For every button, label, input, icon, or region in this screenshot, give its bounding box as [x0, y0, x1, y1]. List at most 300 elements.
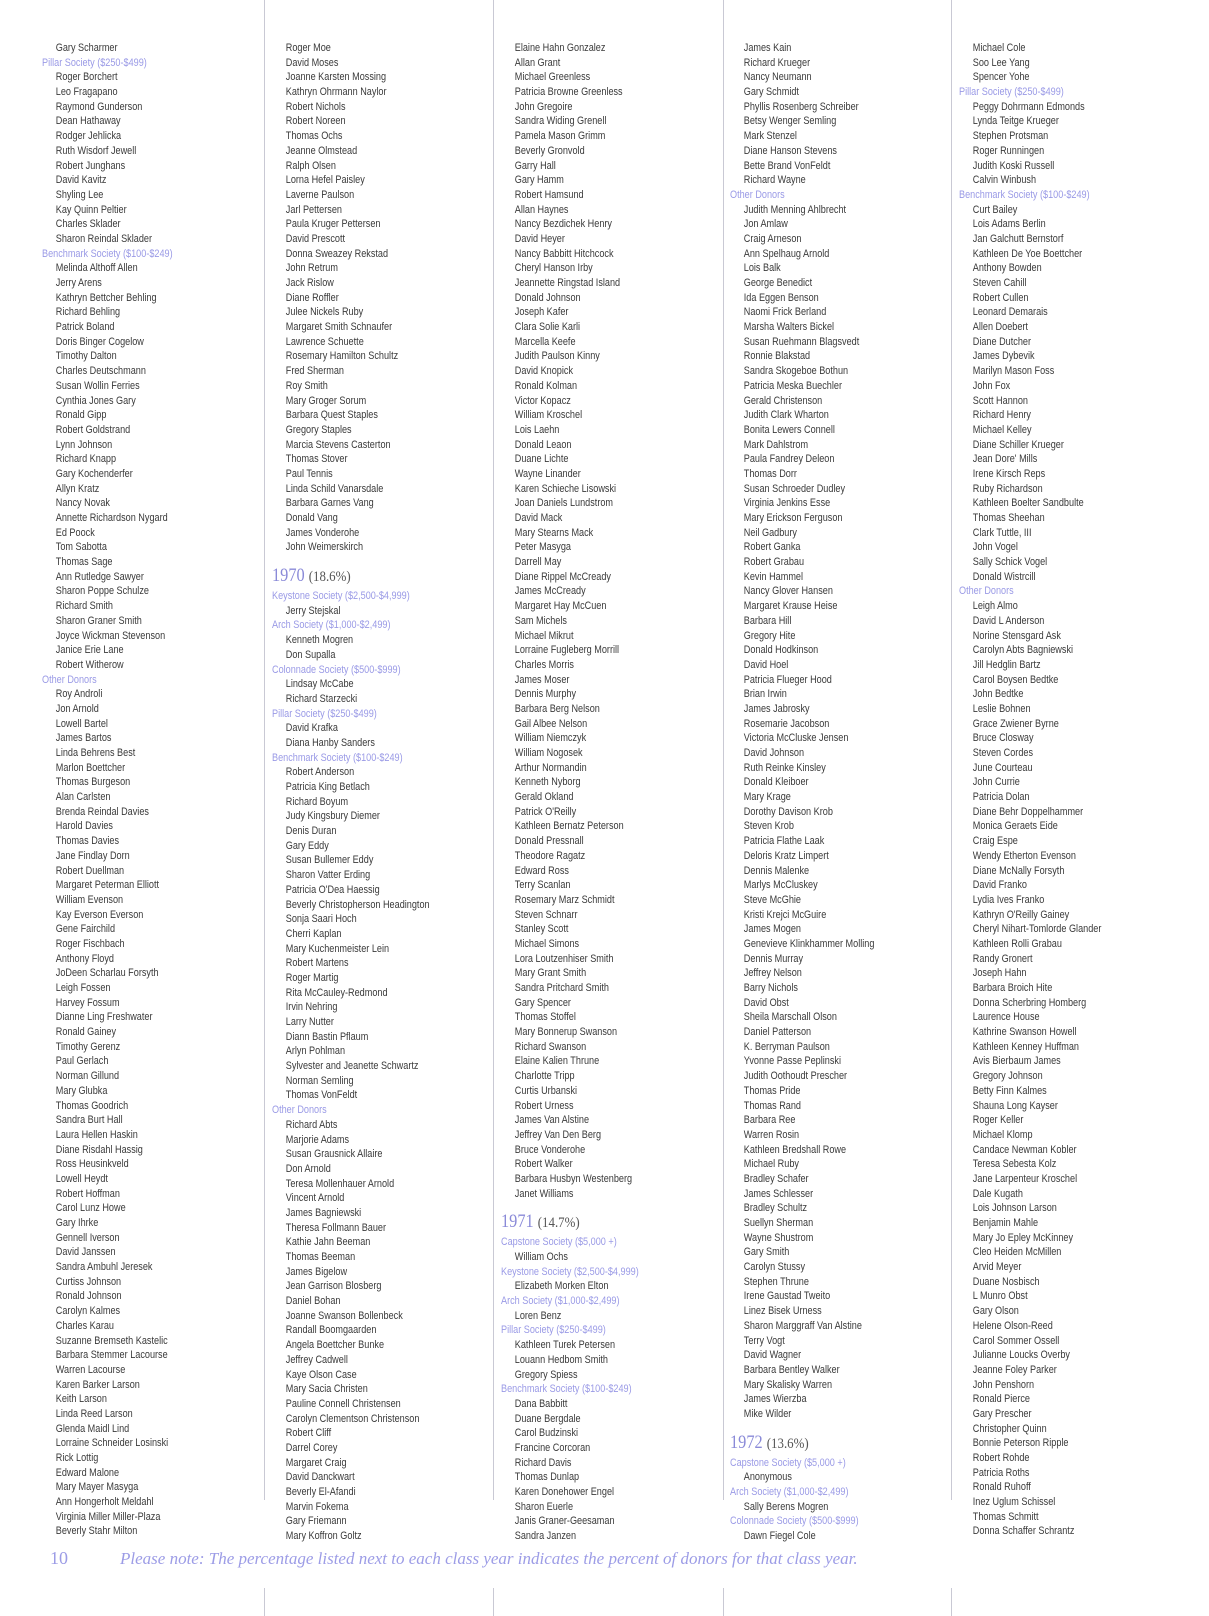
donor-name: Mary Krage: [743, 791, 791, 804]
donor-name: Irene Kirsch Reps: [972, 467, 1046, 480]
donor-name: Diane Risdahl Hassig: [55, 1143, 143, 1156]
donor-name: Lorna Hefel Paisley: [285, 174, 365, 187]
donor-name: Robert Duellman: [55, 864, 125, 877]
donor-name: Yvonne Passe Peplinski: [743, 1055, 842, 1068]
donor-name: Janet Williams: [514, 1187, 574, 1200]
donor-name: Gary Olson: [972, 1305, 1019, 1318]
donor-name: Anthony Floyd: [55, 952, 115, 965]
donor-name: Patricia Meska Buechler: [743, 379, 843, 392]
donor-name: Lowell Heydt: [55, 1172, 108, 1185]
donor-name: Kathryn O'Reilly Gainey: [972, 908, 1070, 921]
donor-name: Daniel Bohan: [285, 1295, 341, 1308]
donor-name: Patrick O'Reilly: [514, 805, 577, 818]
page-footer: [50, 1548, 1150, 1569]
donor-name: Ann Hongerholt Meldahl: [55, 1496, 154, 1509]
donor-name: Marjorie Adams: [285, 1133, 350, 1146]
donor-name: Leigh Almo: [972, 600, 1018, 613]
donor-name: William Ochs: [514, 1251, 568, 1263]
donor-name: Jeanne Foley Parker: [972, 1363, 1057, 1376]
donor-name: Paul Gerlach: [55, 1055, 109, 1068]
donor-name: Diane Schiller Krueger: [972, 438, 1064, 451]
donor-name: Dennis Malenke: [743, 864, 810, 877]
donor-name: Harold Davies: [55, 820, 113, 833]
donor-name: Irvin Nehring: [285, 1001, 338, 1014]
donor-name: James Wierzba: [743, 1393, 807, 1406]
society-heading: Benchmark Society ($100-$249): [42, 247, 173, 260]
donor-name: Gary Hamm: [514, 174, 564, 187]
donor-name: Glenda Maidl Lind: [55, 1422, 130, 1435]
donor-name: Warren Lacourse: [55, 1363, 126, 1376]
donor-name: Michael Greenless: [514, 71, 591, 84]
donor-name: Curt Bailey: [972, 203, 1018, 216]
donor-name: Betty Finn Kalmes: [972, 1084, 1047, 1097]
donor-name: Naomi Frick Berland: [743, 306, 827, 319]
donor-name: Spencer Yohe: [972, 71, 1030, 84]
donor-name: Robert Junghans: [55, 159, 126, 172]
donor-name: Jerry Arens: [55, 277, 102, 289]
donor-name: Anthony Bowden: [972, 262, 1042, 275]
donor-name: Lorraine Fugleberg Morrill: [514, 644, 620, 657]
donor-name: Brian Irwin: [743, 688, 787, 701]
donor-name: Barbara Berg Nelson: [514, 702, 600, 715]
donor-name: Jan Galchutt Bernstorf: [972, 232, 1064, 245]
donor-name: Sandra Burt Hall: [55, 1114, 123, 1127]
donor-name: Robert Walker: [514, 1158, 573, 1171]
donor-name: Diane Rippel McCready: [514, 570, 611, 583]
donor-name: Kenneth Mogren: [285, 634, 354, 647]
donor-name: Margaret Krause Heise: [743, 600, 838, 613]
donor-name: Kevin Hammel: [743, 570, 804, 583]
donor-name: Charles Morris: [514, 658, 574, 671]
donor-name: Charles Deutschmann: [55, 365, 146, 378]
donor-name: Avis Bierbaum James: [972, 1055, 1061, 1068]
donor-name: Donna Sweazey Rekstad: [285, 247, 389, 260]
donor-name: Donna Scherbring Homberg: [972, 996, 1087, 1009]
donor-name: Donald Leaon: [514, 438, 572, 451]
donor-name: Betsy Wenger Semling: [743, 115, 837, 128]
donor-name: Lora Loutzenhiser Smith: [514, 952, 614, 965]
donor-name: Patricia Flueger Hood: [743, 673, 832, 686]
donor-name: Kathleen De Yoe Boettcher: [972, 247, 1083, 260]
donor-name: Gregory Johnson: [972, 1070, 1043, 1083]
donor-name: Joanne Swanson Bollenbeck: [285, 1309, 403, 1322]
donor-name: Thomas Rand: [743, 1099, 801, 1112]
donor-name: Thomas Sage: [55, 556, 113, 569]
donor-column-4: [730, 41, 915, 1544]
donor-name: Kay Quinn Peltier: [55, 203, 127, 216]
donor-name: Paula Kruger Pettersen: [285, 218, 381, 231]
donor-name: Thomas Pride: [743, 1084, 801, 1097]
donor-name: Suzanne Bremseth Kastelic: [55, 1334, 168, 1347]
donor-name: Gary Scharmer: [55, 42, 118, 54]
donor-name: David Danckwart: [285, 1471, 355, 1484]
donor-name: Dana Babbitt: [514, 1397, 568, 1410]
donor-name: Rick Lottig: [55, 1452, 99, 1464]
donor-name: Bradley Schafer: [743, 1172, 809, 1185]
donor-name: Patricia King Betlach: [285, 781, 370, 793]
donor-name: Kathryn Bettcher Behling: [55, 291, 157, 304]
donor-name: Lois Johnson Larson: [972, 1202, 1057, 1215]
donor-name: Linda Schild Vanarsdale: [285, 482, 384, 495]
donor-name: Gary Eddy: [285, 839, 329, 852]
donor-name: Ruby Richardson: [972, 482, 1043, 495]
donor-name: Nancy Neumann: [743, 71, 812, 84]
donor-name: Ronnie Blakstad: [743, 350, 811, 363]
donor-name: Diana Hanby Sanders: [285, 736, 375, 749]
donor-name: Lynn Johnson: [55, 438, 113, 451]
donor-name: Garry Hall: [514, 159, 556, 172]
donor-name: Sharon Graner Smith: [55, 614, 142, 627]
donor-name: Karen Donehower Engel: [514, 1486, 615, 1498]
donor-name: Peggy Dohrmann Edmonds: [972, 100, 1085, 113]
donor-name: Arvid Meyer: [972, 1261, 1022, 1274]
donor-name: Richard Knapp: [55, 453, 117, 466]
donor-name: Bette Brand VonFeldt: [743, 159, 831, 172]
society-heading: Other Donors: [959, 585, 1014, 598]
society-heading: Pillar Society ($250-$499): [501, 1324, 606, 1337]
donor-name: Joanne Karsten Mossing: [285, 71, 387, 84]
donor-name: Sam Michels: [514, 614, 567, 627]
donor-name: Sharon Poppe Schulze: [55, 585, 149, 598]
donor-name: Marsha Walters Bickel: [743, 321, 835, 334]
donor-name: Kathleen Rolli Grabau: [972, 937, 1062, 950]
society-heading: Keystone Society ($2,500-$4,999): [272, 590, 410, 603]
donor-name: Jon Amlaw: [743, 218, 788, 231]
donor-name: Virginia Jenkins Esse: [743, 497, 831, 510]
donor-name: Jane Findlay Dorn: [55, 849, 130, 862]
donor-name: Marvin Fokema: [285, 1500, 349, 1513]
donor-name: James Bigelow: [285, 1265, 348, 1278]
donor-name: Richard Abts: [285, 1118, 338, 1131]
donor-name: Susan Ruehmann Blagsvedt: [743, 335, 860, 348]
donor-name: Judy Kingsbury Diemer: [285, 810, 380, 823]
donor-name: K. Berryman Paulson: [743, 1040, 830, 1053]
donor-name: Mary Erickson Ferguson: [743, 512, 843, 524]
donor-name: Carol Sommer Ossell: [972, 1334, 1060, 1347]
donor-name: Jill Hedglin Bartz: [972, 658, 1041, 671]
donor-name: Doris Binger Cogelow: [55, 335, 144, 348]
donor-name: Rosemary Hamilton Schultz: [285, 350, 399, 363]
donor-name: Deloris Kratz Limpert: [743, 849, 829, 862]
donor-name: Theresa Follmann Bauer: [285, 1221, 387, 1234]
donor-name: Barbara Hill: [743, 614, 792, 627]
donor-name: Victor Kopacz: [514, 394, 571, 407]
donor-name: Leslie Bohnen: [972, 702, 1031, 715]
donor-name: Roger Moe: [285, 42, 331, 54]
donor-name: Ann Rutledge Sawyer: [55, 570, 144, 583]
society-heading: Pillar Society ($250-$499): [959, 86, 1064, 99]
donor-name: June Courteau: [972, 761, 1033, 774]
donor-name: Dianne Ling Freshwater: [55, 1011, 153, 1024]
donor-name: Gerald Okland: [514, 791, 574, 804]
society-heading: Benchmark Society ($100-$249): [501, 1383, 632, 1396]
column-divider: [264, 1588, 265, 1616]
donor-name: Janice Erie Lane: [55, 644, 124, 657]
donor-name: Bradley Schultz: [743, 1202, 808, 1215]
donor-name: Diann Bastin Pflaum: [285, 1030, 369, 1043]
donor-name: Gerald Christenson: [743, 394, 823, 407]
donor-name: Judith Menning Ahlbrecht: [743, 203, 847, 216]
donor-name: David Kavitz: [55, 174, 107, 187]
donor-name: Richard Swanson: [514, 1040, 587, 1053]
donor-name: Mary Sacia Christen: [285, 1383, 368, 1396]
donor-name: Gail Albee Nelson: [514, 717, 588, 730]
donor-name: James Moser: [514, 673, 570, 686]
donor-name: Christopher Quinn: [972, 1422, 1047, 1435]
society-heading: Arch Society ($1,000-$2,499): [501, 1295, 620, 1308]
donor-name: Judith Koski Russell: [972, 159, 1055, 172]
donor-name: Darrel Corey: [285, 1441, 338, 1454]
donor-name: Arthur Normandin: [514, 761, 587, 774]
donor-name: Laverne Paulson: [285, 188, 355, 201]
donor-name: Mary Glubka: [55, 1084, 108, 1097]
donor-name: Melinda Althoff Allen: [55, 262, 138, 275]
donor-name: Theodore Ragatz: [514, 849, 586, 862]
donor-name: Cherri Kaplan: [285, 927, 342, 940]
donor-name: William Niemczyk: [514, 732, 587, 745]
column-divider: [493, 0, 494, 1500]
donor-name: Robert Goldstrand: [55, 423, 131, 436]
donor-name: Clara Solie Karli: [514, 321, 581, 334]
donor-name: Thomas Ochs: [285, 130, 343, 143]
donor-name: Barbara Broich Hite: [972, 982, 1053, 994]
donor-name: Marlon Boettcher: [55, 761, 126, 774]
donor-name: Robert Nichols: [285, 100, 346, 113]
donor-name: Carolyn Abts Bagniewski: [972, 644, 1074, 657]
column-divider: [723, 1588, 724, 1616]
donor-name: Charlotte Tripp: [514, 1070, 575, 1083]
donor-name: Sandra Skogeboe Bothun: [743, 365, 849, 378]
donor-name: Lynda Teitge Krueger: [972, 115, 1059, 128]
donor-name: Allan Grant: [514, 56, 561, 69]
donor-name: Diane Behr Doppelhammer: [972, 805, 1084, 818]
society-heading: Colonnade Society ($500-$999): [272, 663, 401, 676]
page-number: 10: [50, 1548, 68, 1568]
donor-name: Randy Gronert: [972, 952, 1033, 965]
donor-name: Lois Laehn: [514, 423, 560, 436]
donor-name: Michael Mikrut: [514, 629, 574, 642]
donor-name: Candace Newman Kobler: [972, 1143, 1077, 1156]
donor-name: Bruce Vonderohe: [514, 1143, 586, 1156]
donor-name: James Vonderohe: [285, 526, 360, 539]
society-heading: Pillar Society ($250-$499): [42, 56, 147, 69]
donor-name: Ann Spelhaug Arnold: [743, 247, 830, 260]
donor-name: Alan Carlsten: [55, 791, 111, 804]
donor-name: Duane Lichte: [514, 453, 569, 466]
donor-name: Mark Stenzel: [743, 130, 797, 143]
donor-name: Grace Zwiener Byrne: [972, 717, 1059, 730]
donor-name: John Gregoire: [514, 100, 573, 113]
donor-name: Ruth Reinke Kinsley: [743, 761, 826, 774]
donor-name: Sheila Marschall Olson: [743, 1011, 837, 1024]
donor-name: Steven Cahill: [972, 277, 1027, 289]
donor-name: Paula Fandrey Deleon: [743, 453, 835, 466]
donor-name: Richard Krueger: [743, 56, 811, 69]
donor-name: Kathleen Kenney Huffman: [972, 1040, 1079, 1053]
donor-name: Neil Gadbury: [743, 526, 797, 539]
donor-name: Cynthia Jones Gary: [55, 394, 136, 407]
donor-name: Tom Sabotta: [55, 541, 107, 554]
donor-name: Richard Smith: [55, 600, 113, 613]
donor-name: Curtis Urbanski: [514, 1084, 578, 1097]
donor-name: Ronald Ruhoff: [972, 1481, 1031, 1494]
donor-name: Nancy Novak: [55, 497, 110, 510]
column-divider: [264, 0, 265, 1500]
donor-name: Carolyn Kalmes: [55, 1305, 121, 1318]
donor-name: James Jabrosky: [743, 702, 810, 715]
donor-name: Steven Schnarr: [514, 908, 578, 921]
donor-name: Sylvester and Jeanette Schwartz: [285, 1060, 419, 1073]
donor-name: Sally Schick Vogel: [972, 556, 1048, 569]
donor-name: Sharon Reindal Sklader: [55, 232, 152, 245]
class-year-heading: [730, 1430, 915, 1456]
donor-name: Mary Mayer Masyga: [55, 1481, 139, 1494]
donor-name: Richard Wayne: [743, 174, 806, 187]
donor-name: Allen Doebert: [972, 321, 1028, 334]
donor-name: Judith Oothoudt Prescher: [743, 1070, 848, 1083]
donor-name: Stanley Scott: [514, 923, 569, 936]
donor-name: Phyllis Rosenberg Schreiber: [743, 100, 859, 113]
donor-name: Robert Ganka: [743, 541, 801, 554]
donor-name: Vincent Arnold: [285, 1192, 345, 1205]
donor-name: Michael Ruby: [743, 1158, 799, 1171]
donor-name: Donald Wistrcill: [972, 570, 1036, 583]
donor-name: Dorothy Davison Krob: [743, 805, 833, 818]
donor-name: Shyling Lee: [55, 188, 104, 201]
donor-name: Nancy Bezdichek Henry: [514, 218, 612, 231]
donor-name: Cheryl Nihart-Tomlorde Glander: [972, 923, 1102, 936]
donor-name: Susan Schroeder Dudley: [743, 482, 846, 495]
donor-name: Carolyn Stussy: [743, 1261, 806, 1274]
donor-name: James McCready: [514, 585, 586, 598]
donor-name: Kaye Olson Case: [285, 1368, 357, 1381]
donor-name: Teresa Mollenhauer Arnold: [285, 1177, 395, 1190]
donor-name: Ruth Wisdorf Jewell: [55, 144, 137, 157]
donor-name: Margaret Craig: [285, 1456, 347, 1469]
donor-name: Roger Martig: [285, 971, 339, 984]
donor-name: Linez Bisek Urness: [743, 1305, 822, 1318]
donor-name: Kathrine Swanson Howell: [972, 1026, 1077, 1039]
donor-name: James Bagniewski: [285, 1206, 362, 1219]
donor-name: Lois Adams Berlin: [972, 218, 1046, 231]
donor-name: Clark Tuttle, III: [972, 526, 1032, 539]
donor-name: Roger Keller: [972, 1114, 1024, 1127]
donor-name: Keith Larson: [55, 1393, 107, 1406]
donor-name: David Johnson: [743, 747, 805, 759]
donor-name: Brenda Reindal Davies: [55, 805, 149, 818]
donor-name: Scott Hannon: [972, 394, 1028, 407]
donor-name: Jane Larpenteur Kroschel: [972, 1172, 1078, 1185]
donor-name: Kristi Krejci McGuire: [743, 908, 827, 921]
donor-name: David Prescott: [285, 232, 346, 245]
society-heading: Benchmark Society ($100-$249): [272, 751, 403, 764]
donor-name: Mark Dahlstrom: [743, 438, 809, 451]
donor-name: Robert Cliff: [285, 1427, 332, 1440]
donor-name: Darrell May: [514, 556, 562, 569]
donor-name: Wayne Linander: [514, 467, 581, 480]
donor-name: Judith Paulson Kinny: [514, 350, 600, 363]
donor-column-3: [501, 41, 686, 1544]
class-year-heading: [272, 563, 457, 589]
donor-name: Rosemary Marz Schmidt: [514, 893, 615, 906]
donor-name: Beverly Stahr Milton: [55, 1525, 138, 1538]
donor-name: Sandra Widing Grenell: [514, 115, 607, 128]
donor-name: Loren Benz: [514, 1309, 562, 1322]
donor-name: Gary Ihrke: [55, 1217, 99, 1229]
donor-name: Nancy Glover Hansen: [743, 585, 833, 598]
donor-name: Donald Pressnall: [514, 835, 584, 848]
donor-name: Laura Hellen Haskin: [55, 1128, 138, 1141]
donor-name: Karen Schieche Lisowski: [514, 482, 617, 495]
donor-name: Mary Jo Epley McKinney: [972, 1231, 1074, 1244]
donor-name: Barbara Husbyn Westenberg: [514, 1172, 633, 1185]
donor-name: Jeffrey Van Den Berg: [514, 1128, 602, 1141]
donor-name: Roger Fischbach: [55, 937, 125, 950]
donor-name: Gary Smith: [743, 1246, 790, 1259]
donor-name: Diane McNally Forsyth: [972, 864, 1065, 877]
donor-name: Barbara Stemmer Lacourse: [55, 1349, 168, 1362]
society-heading: Capstone Society ($5,000 +): [730, 1456, 846, 1469]
donor-name: Michael Cole: [972, 42, 1026, 54]
donor-name: Margaret Smith Schnaufer: [285, 321, 393, 334]
donor-name: Barbara Ree: [743, 1114, 796, 1127]
donor-name: Lowell Bartel: [55, 717, 108, 730]
donor-name: Bonnie Peterson Ripple: [972, 1437, 1069, 1450]
donor-name: Donald Kleiboer: [743, 776, 809, 789]
donor-name: William Nogosek: [514, 747, 583, 759]
donor-name: Suellyn Sherman: [743, 1217, 814, 1229]
donor-name: Ralph Olsen: [285, 159, 336, 172]
donor-name: Marcia Stevens Casterton: [285, 438, 391, 451]
donor-name: Dennis Murphy: [514, 688, 577, 701]
donor-name: David Obst: [743, 996, 789, 1009]
donor-name: David Mack: [514, 512, 563, 524]
society-heading: Arch Society ($1,000-$2,499): [730, 1486, 849, 1498]
donor-name: Ronald Kolman: [514, 379, 578, 392]
donor-name: Joyce Wickman Stevenson: [55, 629, 166, 642]
donor-name: Annette Richardson Nygard: [55, 512, 168, 524]
donor-name: Terry Vogt: [743, 1334, 785, 1347]
donor-name: Donald Vang: [285, 512, 338, 524]
donor-name: Michael Kelley: [972, 423, 1032, 436]
donor-name: Patricia Browne Greenless: [514, 86, 623, 99]
donor-name: Edward Malone: [55, 1466, 120, 1479]
donor-name: Harvey Fossum: [55, 996, 120, 1009]
donor-name: Joan Daniels Lundstrom: [514, 497, 614, 510]
donor-name: Sonja Saari Hoch: [285, 913, 357, 926]
column-divider: [493, 1588, 494, 1616]
donor-name: Benjamin Mahle: [972, 1217, 1039, 1229]
donor-name: Ronald Johnson: [55, 1290, 122, 1303]
donor-name: Pauline Connell Christensen: [285, 1397, 401, 1410]
donor-name: Donald Johnson: [514, 291, 581, 304]
donor-name: Norman Semling: [285, 1074, 354, 1087]
donor-name: Julianne Loucks Overby: [972, 1349, 1070, 1362]
donor-name: Thomas Dunlap: [514, 1471, 580, 1484]
donor-name: James Bartos: [55, 732, 112, 745]
donor-name: Calvin Winbush: [972, 174, 1037, 187]
donor-name: Robert Rohde: [972, 1452, 1030, 1464]
donor-name: Denis Duran: [285, 825, 337, 838]
donor-name: Ronald Gipp: [55, 409, 107, 422]
donor-name: Thomas Burgeson: [55, 776, 131, 789]
class-year: 1971: [501, 1211, 534, 1233]
donor-name: Ed Poock: [55, 526, 95, 539]
donor-name: Roy Smith: [285, 379, 328, 392]
donor-name: Larry Nutter: [285, 1016, 334, 1028]
donor-name: Jeffrey Cadwell: [285, 1353, 348, 1366]
donor-name: Steve McGhie: [743, 893, 801, 906]
